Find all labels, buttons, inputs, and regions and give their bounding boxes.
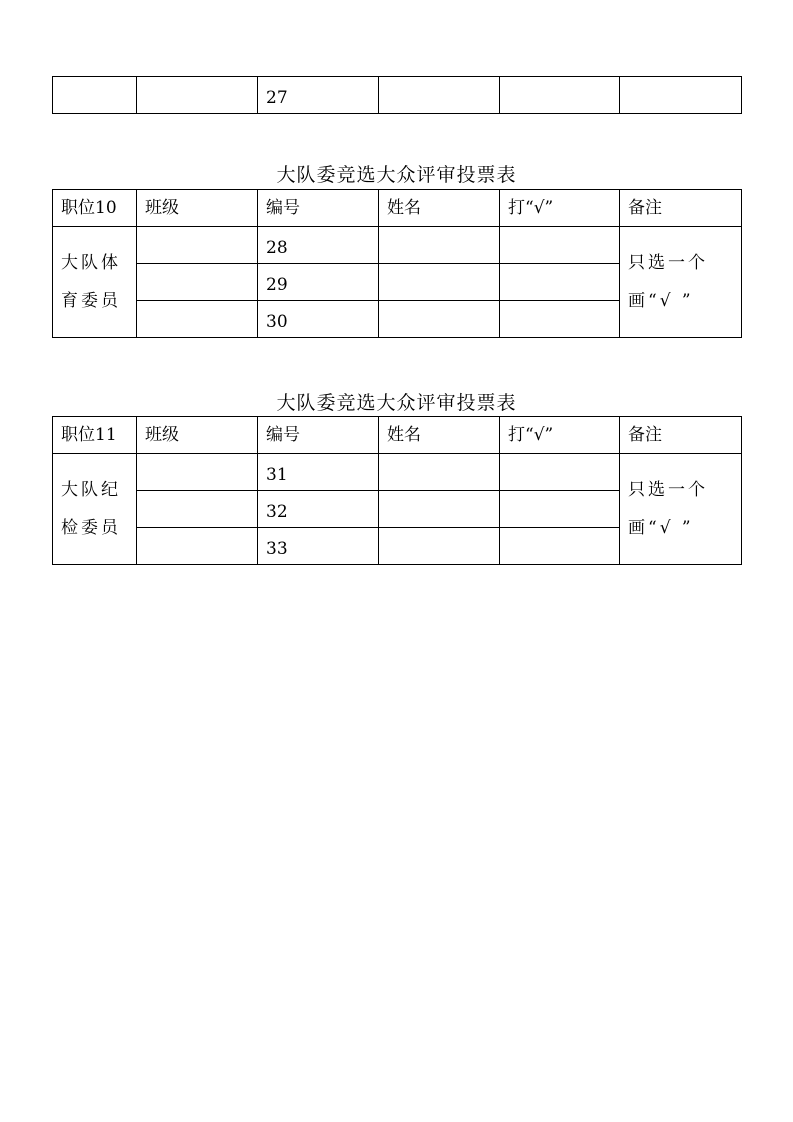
number-cell: 29 [258,264,379,301]
mark-cell[interactable] [500,528,620,565]
header-position: 职位10 [53,190,137,227]
note-text: 只选一个画“√ ” [620,454,742,565]
name-cell[interactable] [379,301,500,338]
header-number: 编号 [258,417,379,454]
table-row [53,454,742,491]
mark-cell[interactable] [500,77,620,114]
header-position: 职位11 [53,417,137,454]
name-cell[interactable] [379,264,500,301]
mark-cell[interactable] [500,454,620,491]
number-cell: 27 [258,77,379,114]
header-row [53,417,742,454]
note-cell [620,77,742,114]
table-title: 大队委竞选大众评审投票表 [276,164,517,186]
name-cell[interactable] [379,491,500,528]
header-row [53,190,742,227]
table-row [53,227,742,264]
class-cell[interactable] [137,77,258,114]
continued-table [52,76,742,114]
header-mark: 打“√” [500,190,620,227]
header-mark: 打“√” [500,417,620,454]
position-name: 大队纪检委员 [53,454,137,565]
note-text: 只选一个画“√ ” [620,227,742,338]
name-cell[interactable] [379,528,500,565]
mark-cell[interactable] [500,264,620,301]
header-name: 姓名 [379,190,500,227]
name-cell[interactable] [379,454,500,491]
header-name: 姓名 [379,417,500,454]
name-cell[interactable] [379,77,500,114]
position-cell [53,77,137,114]
class-cell[interactable] [137,264,258,301]
vote-table-position-10 [52,189,742,338]
number-cell: 30 [258,301,379,338]
table-title: 大队委竞选大众评审投票表 [276,392,517,414]
name-cell[interactable] [379,227,500,264]
header-note: 备注 [620,417,742,454]
mark-cell[interactable] [500,301,620,338]
number-cell: 33 [258,528,379,565]
class-cell[interactable] [137,454,258,491]
header-number: 编号 [258,190,379,227]
number-cell: 32 [258,491,379,528]
class-cell[interactable] [137,227,258,264]
table-row [53,77,742,114]
mark-cell[interactable] [500,491,620,528]
number-cell: 31 [258,454,379,491]
vote-table-position-11 [52,416,742,565]
position-name: 大队体育委员 [53,227,137,338]
mark-cell[interactable] [500,227,620,264]
number-cell: 28 [258,227,379,264]
class-cell[interactable] [137,528,258,565]
header-class: 班级 [137,190,258,227]
class-cell[interactable] [137,491,258,528]
header-note: 备注 [620,190,742,227]
header-class: 班级 [137,417,258,454]
class-cell[interactable] [137,301,258,338]
